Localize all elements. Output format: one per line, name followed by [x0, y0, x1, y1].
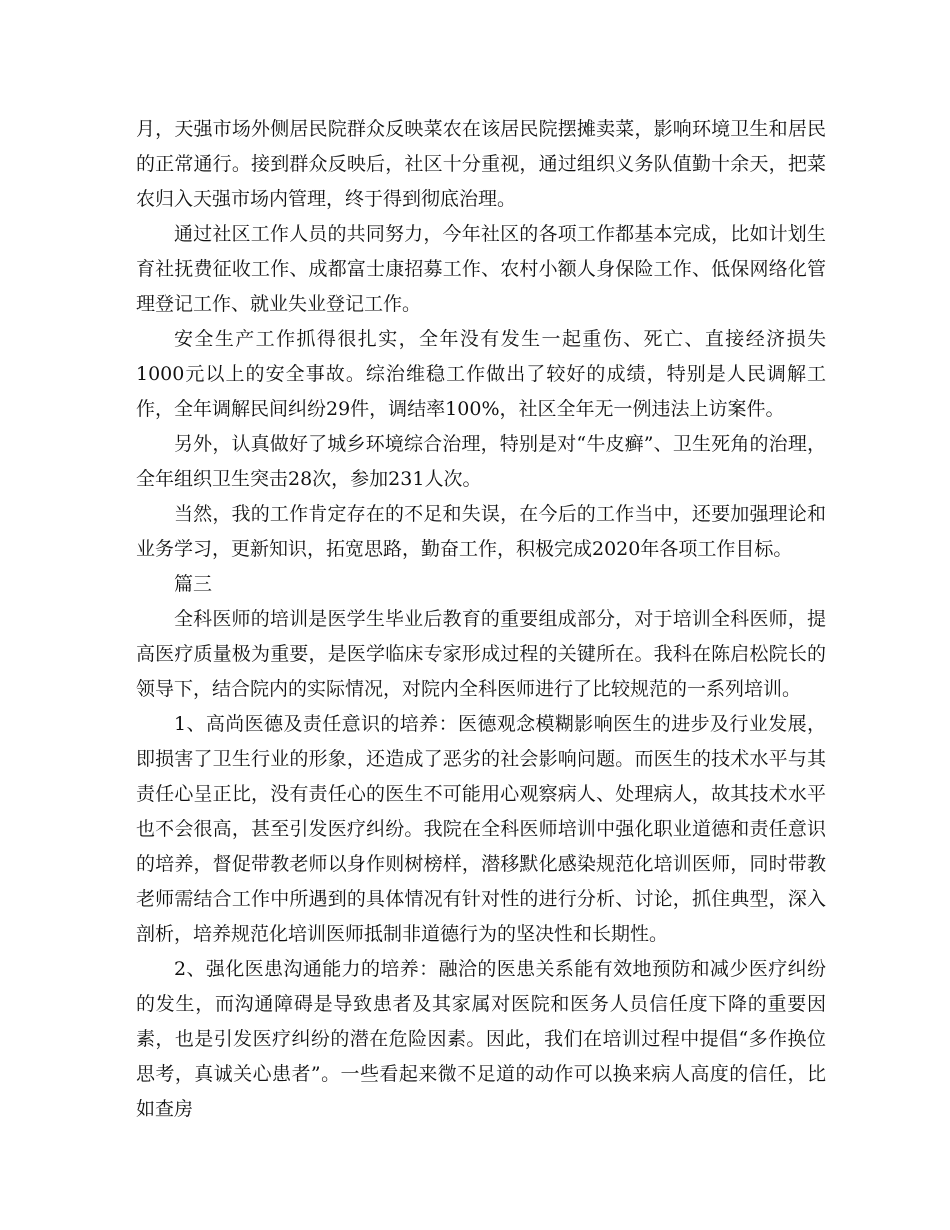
- paragraph-environment: 另外，认真做好了城乡环境综合治理，特别是对“牛皮癣”、卫生死角的治理，全年组织卫生突击28次，参加231人次。: [136, 433, 826, 490]
- paragraph-shortcomings: 当然，我的工作肯定存在的不足和失误，在今后的工作当中，还要加强理论和业务学习，更新知识，拓宽思路，勤奋工作，积极完成2020年各项工作目标。: [136, 503, 826, 560]
- paragraph-work-summary: 通过社区工作人员的共同努力，今年社区的各项工作都基本完成，比如计划生育社抚费征收工作、成都富士康招募工作、农村小额人身保险工作、低保网络化管理登记工作、就业失业登记工作。: [136, 223, 826, 315]
- paragraph-training-intro: 全科医师的培训是医学生毕业后教育的重要组成部分，对于培训全科医师，提高医疗质量极为重要，是医学临床专家形成过程的关键所在。我科在陈启松院长的领导下，结合院内的实际情况，对院内全科医师进行了比较规范的一系列培训。: [136, 608, 826, 700]
- paragraph-ethics: 1、高尚医德及责任意识的培养：医德观念模糊影响医生的进步及行业发展，即损害了卫生行业的形象，还造成了恶劣的社会影响问题。而医生的技术水平与其责任心呈正比，没有责任心的医生不可能用心观察病人、处理病人，故其技术水平也不会很高，甚至引发医疗纠纷。我院在全科医师培训中强化职业道德和责任意识的培养，督促带教老师以身作则树榜样，潜移默化感染规范化培训医师，同时带教老师需结合工作中所遇到的具体情况有针对性的进行分析、讨论，抓住典型，深入剖析，培养规范化培训医师抵制非道德行为的坚决性和长期性。: [136, 713, 826, 945]
- paragraph-communication: 2、强化医患沟通能力的培养：融洽的医患关系能有效地预防和减少医疗纠纷的发生，而沟通障碍是导致患者及其家属对医院和医务人员信任度下降的重要因素，也是引发医疗纠纷的潜在危险因素。因此，我们在培训过程中提倡“多作换位思考，真诚关心患者”。一些看起来微不足道的动作可以换来病人高度的信任，比如查房: [136, 958, 826, 1120]
- section-heading: 篇三: [174, 573, 213, 595]
- document-body: [136, 112, 826, 1127]
- paragraph-continuation: 月，天强市场外侧居民院群众反映菜农在该居民院摆摊卖菜，影响环境卫生和居民的正常通行。接到群众反映后，社区十分重视，通过组织义务队值勤十余天，把菜农归入天强市场内管理，终于得到彻底治理。: [136, 118, 826, 210]
- paragraph-safety: 安全生产工作抓得很扎实，全年没有发生一起重伤、死亡、直接经济损失1000元以上的安全事故。综治维稳工作做出了较好的成绩，特别是人民调解工作，全年调解民间纠纷29件，调结率100%，社区全年无一例违法上访案件。: [136, 328, 826, 420]
